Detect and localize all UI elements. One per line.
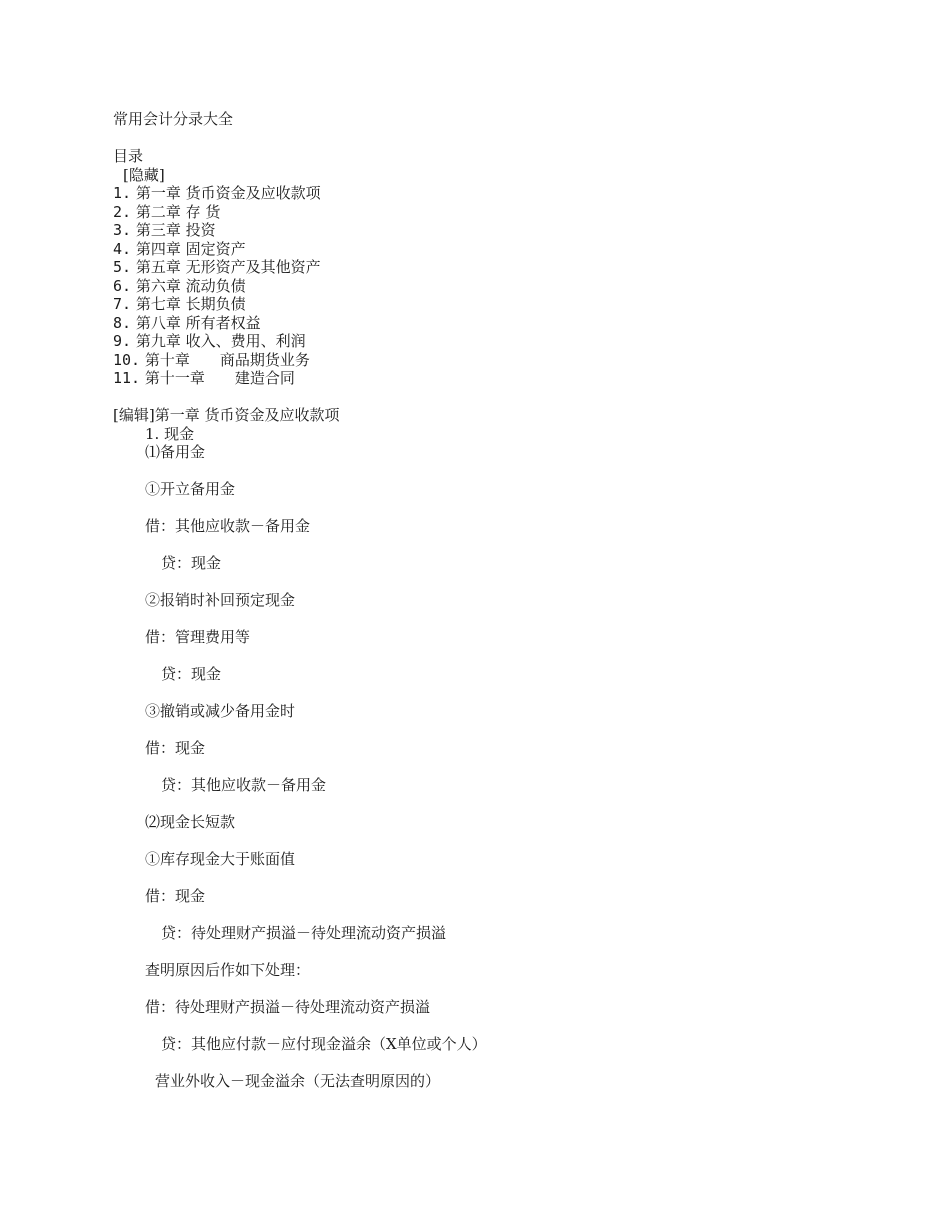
edit-link[interactable]: [编辑] xyxy=(113,406,155,424)
document-title: 常用会计分录大全 xyxy=(113,110,234,128)
toc-item-number: 10. xyxy=(113,350,141,369)
toc-item-label: 第九章 收入、费用、利润 xyxy=(135,332,306,350)
toc-item[interactable] xyxy=(113,258,893,277)
toc-item[interactable] xyxy=(113,240,893,259)
entry-line: ③撤销或减少备用金时 xyxy=(145,702,296,720)
toc-item[interactable] xyxy=(113,332,893,351)
toc-item[interactable] xyxy=(113,221,893,240)
toc-item-label: 第四章 固定资产 xyxy=(135,239,246,258)
entry-line: 借：待处理财产损溢－待处理流动资产损溢 xyxy=(145,998,431,1016)
entry-line: ⑵现金长短款 xyxy=(145,813,236,831)
toc-item-number: 6. xyxy=(113,276,132,295)
toc-item-number: 9. xyxy=(113,332,132,350)
toc-item[interactable] xyxy=(113,351,893,370)
entry-line: 营业外收入－现金溢余（无法查明原因的） xyxy=(155,1072,441,1090)
entry-line: ①库存现金大于账面值 xyxy=(145,850,296,868)
document-page xyxy=(113,110,893,1109)
toc-item-number: 4. xyxy=(113,239,132,258)
toc-item[interactable] xyxy=(113,184,893,203)
toc-item-number: 2. xyxy=(113,202,132,221)
toc-list xyxy=(113,184,893,388)
toc-item-label: 第十章 商品期货业务 xyxy=(144,350,310,369)
toc-item-label: 第三章 投资 xyxy=(135,221,216,239)
toc-item[interactable] xyxy=(113,277,893,296)
toc-item-number: 1. xyxy=(113,184,132,202)
spacer xyxy=(113,129,893,148)
toc-item-label: 第五章 无形资产及其他资产 xyxy=(135,258,321,276)
toc-item-number: 11. xyxy=(113,369,141,387)
toc-item[interactable] xyxy=(113,203,893,222)
toc-item[interactable] xyxy=(113,295,893,314)
toc-item-label: 第一章 货币资金及应收款项 xyxy=(135,184,321,202)
section-heading: 第一章 货币资金及应收款项 xyxy=(154,406,340,424)
toc-item-label: 第七章 长期负债 xyxy=(135,295,246,313)
toc-heading: 目录 xyxy=(113,147,144,165)
toc-item-label: 第十一章 建造合同 xyxy=(144,369,295,387)
entry-lines xyxy=(113,480,893,1091)
toc-item[interactable] xyxy=(113,314,893,333)
entry-line: 借：其他应收款－备用金 xyxy=(145,517,311,535)
entry-line: 贷：其他应收款－备用金 xyxy=(161,776,327,794)
subsection-heading: 1. 现金 xyxy=(145,424,195,443)
section-heading-row xyxy=(113,406,893,425)
entry-line: 查明原因后作如下处理： xyxy=(145,961,311,979)
entry-line: 借：现金 xyxy=(145,739,206,757)
subsection-item: ⑴备用金 xyxy=(145,443,206,461)
toc-item[interactable] xyxy=(113,369,893,388)
spacer xyxy=(113,388,893,407)
entry-line: 借：管理费用等 xyxy=(145,628,251,646)
toc-item-number: 8. xyxy=(113,313,132,332)
entry-line: 贷：待处理财产损溢－待处理流动资产损溢 xyxy=(161,924,447,942)
entry-line: ①开立备用金 xyxy=(145,480,236,498)
toc-item-label: 第二章 存 货 xyxy=(135,202,221,221)
toc-item-number: 5. xyxy=(113,258,132,276)
toc-item-number: 3. xyxy=(113,221,132,239)
entry-line: ②报销时补回预定现金 xyxy=(145,591,296,609)
entry-line: 借：现金 xyxy=(145,887,206,905)
entry-line: 贷：其他应付款－应付现金溢余（X单位或个人） xyxy=(161,1035,487,1053)
toc-item-label: 第六章 流动负债 xyxy=(135,276,246,295)
toc-item-number: 7. xyxy=(113,295,132,313)
toc-hide-toggle[interactable]: [隐藏] xyxy=(123,165,165,184)
toc-item-label: 第八章 所有者权益 xyxy=(135,313,261,332)
entry-line: 贷：现金 xyxy=(161,665,222,683)
entry-line: 贷：现金 xyxy=(161,554,222,572)
